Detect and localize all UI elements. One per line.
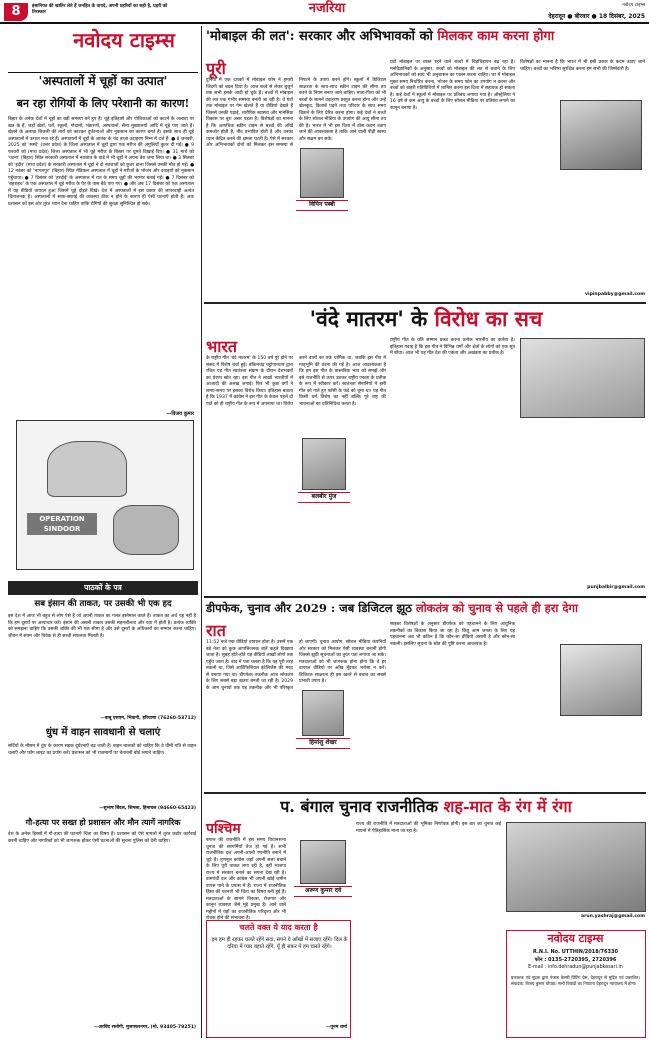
article2-headline-part2: विरोध का सच bbox=[434, 306, 543, 331]
article4-headline bbox=[206, 798, 646, 815]
editorial-signature: —विजय कुमार bbox=[166, 411, 194, 417]
article4-continuation: राज्य की राजनीति में मतदाताओं की भूमिका निर्णायक होगी। इस बार का चुनाव कई मायनों में ऐतिहासिक माना जा रहा है। bbox=[356, 822, 501, 834]
article2-headline-part1: 'वंदे मातरम' के bbox=[309, 306, 428, 331]
article1-headline-part1: 'मोबाइल की लत': सरकार और अभिभावकों को bbox=[206, 29, 433, 44]
article2-body: के राष्ट्रीय गीत 'वंदे मातरम' के 150 वर्ष पूरे होने पर संसद में विशेष चर्चा हुई। बंकिमचंद्र चट्टोपाध्याय द्वारा रचित यह गीत स्वतंत्रता संग्राम के दौरान देशभक्तों का प्रेरणा स्रोत रहा। इस गीत ने लाखों भारतीयों में आजादी की अलख जगाई। फिर भी कुछ वर्गों ने समय-समय पर इसका विरोध किया। इतिहास बताता है कि 1937 में कांग्रेस ने इस गीत के केवल पहले दो पदों को ही राष्ट्रीय गीत के रूप में अपनाया था। विरोध करने वालों का तर्क धार्मिक था, जबकि इस गीत में मातृभूमि की वंदना की गई है। आज आवश्यकता है कि हम इस गीत के वास्तविक भाव को समझें और इसे राजनीति से ऊपर उठकर राष्ट्रीय एकता के प्रतीक के रूप में स्वीकार करें। स्वतंत्रता सेनानियों ने इसी गीत को गाते हुए फाँसी के फंदे को चूमा था। यह गीत किसी धर्म विशेष का नहीं बल्कि पूरे राष्ट्र की भावनाओं का प्रतिनिधित्व करता है। bbox=[206, 356, 386, 407]
cartoon-label: OPERATION SINDOOR bbox=[27, 513, 97, 535]
article3-photo bbox=[560, 644, 642, 716]
letter2-body: सर्दियों के मौसम में धुंध के कारण सड़क दुर्घटनाएँ बढ़ जाती हैं। वाहन चालकों को चाहिए कि वे धीमी गति से वाहन चलाएँ और फॉग लाइट का प्रयोग करें। प्रशासन को भी राजमार्गों पर चेतावनी बोर्ड लगाने चाहिए। bbox=[8, 744, 196, 756]
imprint-phone: फोन : 0135-2720395, 2720396 bbox=[534, 957, 617, 963]
article2-continuation: राष्ट्रीय गीत के प्रति सम्मान प्रकट करना प्रत्येक भारतीय का कर्तव्य है। इतिहास गवाह है कि इस गीत ने विभिन्न धर्मों और क्षेत्रों के लोगों को एक सूत्र में बाँधा। आज भी यह गीत देश की एकता और अखंडता का प्रतीक है। bbox=[390, 338, 515, 357]
article2-email: punjbalbir@gmail.com bbox=[587, 585, 645, 590]
paper-small-name: नवोदय टाइम्स bbox=[622, 3, 645, 8]
imprint-brand: नवोदय टाइम्स bbox=[547, 932, 604, 945]
masthead-motto: इंसानियत की खातिर लेते हैं जनहित के वायदे, अपनी प्रहरियों का सही है, प्रहरी को तिरस्कार bbox=[32, 4, 168, 15]
article1-body: दुनिया में एक दशकों में मोबाइल फोन ने हमारी जिंदगी को बदल दिया है। आज बच्चे से लेकर बुजुर्ग तक सभी इसके आदी हो चुके हैं। बच्चों में मोबाइल की लत एक गंभीर समस्या बनती जा रही है। वे घंटों तक मोबाइल पर गेम खेलते हैं या वीडियो देखते हैं जिससे उनकी पढ़ाई, शारीरिक स्वास्थ्य और मानसिक विकास पर बुरा असर पड़ता है। विशेषज्ञों का मानना है कि अत्यधिक स्क्रीन टाइम से बच्चों की आँखें कमजोर होती हैं, नींद प्रभावित होती है और उनका ध्यान केंद्रित करने की क्षमता घटती है। ऐसे में सरकार और अभिभावकों दोनों को मिलकर इस समस्या से निपटने के उपाय करने होंगे। स्कूलों में डिजिटल साक्षरता के साथ-साथ स्क्रीन टाइम की सीमा तय करने के नियम बनाए जाने चाहिए। माता-पिता को भी बच्चों के सामने उदाहरण प्रस्तुत करना होगा और उन्हें खेलकूद, किताबें पढ़ने तथा परिवार के साथ समय बिताने के लिए प्रेरित करना होगा। कई देशों ने बच्चों के लिए सोशल मीडिया के उपयोग की आयु सीमा तय की है। भारत में भी इस दिशा में ठोस कदम उठाए जाने की आवश्यकता है ताकि आने वाली पीढ़ी स्वस्थ और सक्षम बन सके। bbox=[206, 78, 386, 149]
letters-header: पाठकों के पत्र bbox=[8, 581, 198, 595]
cartoon-figure bbox=[47, 441, 127, 497]
article4-dropcap: पश्चिम bbox=[206, 821, 241, 837]
article2-image bbox=[520, 338, 645, 418]
letter3-signature: —अरविंद रस्तोगी, मुजफ्फरनगर, (मो. 93405-79251) bbox=[93, 1025, 196, 1030]
article2-headline bbox=[206, 308, 646, 331]
editorial-title: 'अस्पतालों में चूहों का उत्पात' bbox=[8, 72, 198, 88]
article3-dropcap: रात bbox=[206, 621, 226, 640]
article3-continuation: साइबर विशेषज्ञों के अनुसार डीपफेक को पहचानने के लिए आधुनिक तकनीकों का विकास किया जा रहा है। किंतु आम जनता के लिए यह पहचानना अब भी कठिन है कि कौन-सा वीडियो असली है और कौन-सा नकली। इसलिए सूचना के स्रोत की पुष्टि करना आवश्यक है। bbox=[390, 622, 515, 647]
article4-author-photo bbox=[300, 840, 346, 884]
letter3-title: गौ-हत्या पर सख्त हो प्रशासन और मौन त्यागें नागरिक bbox=[25, 817, 181, 827]
article1-photo bbox=[560, 100, 642, 170]
letter1-title: सब इंसान की ताकत, पर उसकी भी एक हद bbox=[34, 599, 172, 609]
article1-dropcap: पूरी bbox=[206, 59, 226, 78]
article1-continuation-2: विशेषज्ञों का मानना है कि भारत में भी इसी प्रकार के कदम उठाए जाने चाहिए। बच्चों का भविष्य सुरक्षित करना हम सभी की जिम्मेदारी है। bbox=[520, 60, 645, 72]
article3-author-photo bbox=[302, 690, 344, 736]
dateline: देहरादून ● बीरवार ● 18 दिसंबर, 2025 bbox=[548, 13, 645, 20]
article1-email: vipinpabby@gmail.com bbox=[585, 292, 645, 297]
letter1-signature: —बाबू एसएम, भिवानी, हरियाणा (76260-53712) bbox=[100, 716, 196, 721]
cartoon bbox=[16, 420, 194, 570]
article1-continuation: घंटों मोबाइल पर व्यस्त रहने वाले बच्चों में चिड़चिड़ापन बढ़ रहा है। मनोवैज्ञानिकों के अनुसार, बच्चों को मोबाइल की लत से बचाने के लिए अभिभावकों को स्वयं भी अनुशासन का पालन करना चाहिए। घर में मोबाइल मुक्त समय निर्धारित करना, भोजन के समय फोन का उपयोग न करना और बच्चों को बाहरी गतिविधियों में शामिल करना इस दिशा में सहायक हो सकता है। कई देशों में स्कूलों में मोबाइल पर प्रतिबंध लगाया गया है। ऑस्ट्रेलिया ने 16 वर्ष से कम आयु के बच्चों के लिए सोशल मीडिया पर प्रतिबंध लगाने का कानून बनाया है। bbox=[390, 60, 515, 111]
letter1-body: इस देश में आज भी बहुत से लोग ऐसे हैं जो अपनी ताकत का गलत इस्तेमाल करते हैं। ताकत का अर्थ यह नहीं है कि हम दूसरों पर अत्याचार करें। इंसान की असली ताकत उसकी सहनशीलता और दया में होती है। प्रत्येक व्यक्ति को समझना चाहिए कि उसकी शक्ति की भी एक सीमा है और उसे दूसरों के अधिकारों का सम्मान करना चाहिए। जीवन में संयम और विवेक से ही सच्ची सफलता मिलती है। bbox=[8, 614, 196, 639]
imprint-text: प्रकाशक एवं मुद्रक द्वारा पंजाब केसरी प्रिंटिंग प्रेस, देहरादून से मुद्रित एवं प्रकाशित। संपादक: विजय कुमार चोपड़ा। सभी विवादों का निपटारा देहरादून न्यायालय में होगा। bbox=[511, 975, 640, 986]
imprint-email: E-mail : info.dehradun@punjabkesari.in bbox=[528, 965, 623, 970]
poem-title: चलते वक्त ये याद करता है bbox=[239, 922, 318, 932]
brand-logo: नवोदय टाइम्स bbox=[73, 28, 175, 52]
article1-headline-part2: मिलकर काम करना होगा bbox=[437, 29, 555, 44]
article3-body: 11:52 बजे एक वीडियो वायरल होता है। उसमें एक बड़े नेता को कुछ आपत्तिजनक बातें कहते दिखाया जाता है। सुबह होते-होते यह वीडियो लाखों लोगों तक पहुँच जाता है। बाद में पता चलता है कि यह पूरी तरह नकली था, जिसे आर्टिफिशियल इंटेलिजेंस की मदद से बनाया गया था। डीपफेक तकनीक आज लोकतंत्र के लिए सबसे बड़ा खतरा बनती जा रही है। 2029 के आम चुनावों तक यह तकनीक और भी परिष्कृत हो जाएगी। चुनाव आयोग, सोशल मीडिया कंपनियों और सरकार को मिलकर ऐसी व्यवस्था बनानी होगी जिससे झूठी सूचनाओं का तुरंत पता लगाया जा सके। मतदाताओं को भी जागरूक होना होगा कि वे हर वायरल वीडियो पर आँख मूँदकर भरोसा न करें। डिजिटल साक्षरता ही इस खतरे से बचाव का सबसे प्रभावी उपाय है। bbox=[206, 640, 386, 691]
article4-headline-part2: शह-मात के रंग में रंगा bbox=[443, 797, 572, 816]
article4-body: बंगाल की राजनीति में इस समय विधानसभा चुनाव की सरगर्मियाँ तेज हो गई हैं। सभी राजनीतिक दल अपनी-अपनी रणनीति बनाने में जुटे हैं। तृणमूल कांग्रेस जहाँ अपनी सत्ता बचाने के लिए पूरी ताकत लगा रही है, वहीं भाजपा राज्य में सरकार बनाने का सपना देख रही है। वामपंथी दल और कांग्रेस भी अपनी खोई जमीन वापस पाने के प्रयास में हैं। राज्य में राजनीतिक हिंसा की घटनाएँ भी चिंता का विषय बनी हुई हैं। मतदाताओं के सामने विकास, रोजगार और कानून व्यवस्था जैसे मुद्दे प्रमुख हैं। आने वाले महीनों में यहाँ का राजनीतिक परिदृश्य और भी रोचक होने की संभावना है। bbox=[206, 838, 286, 922]
article1-headline bbox=[206, 30, 646, 44]
letter3-body: देश के अनेक हिस्सों में गौ-हत्या की घटनाएँ चिंता का विषय हैं। प्रशासन को ऐसे मामलों में तुरंत कठोर कार्रवाई करनी चाहिए और नागरिकों को भी जागरूक होकर ऐसी घटनाओं की सूचना पुलिस को देनी चाहिए। bbox=[8, 832, 196, 844]
article3-author: हिमांशु शेखर bbox=[296, 738, 350, 749]
letter2-title: धुंध में वाहन सावधानी से चलाएं bbox=[45, 727, 161, 738]
article1-author-photo bbox=[300, 148, 344, 198]
column-divider bbox=[201, 26, 202, 1038]
article-divider-2 bbox=[204, 596, 646, 598]
article4-author: अरूण कुमार दवे bbox=[294, 886, 352, 897]
imprint-box bbox=[506, 930, 646, 1038]
article-divider bbox=[204, 302, 646, 304]
article2-author: बलबीर पुंज bbox=[298, 492, 350, 503]
article4-headline-part1: प. बंगाल चुनाव राजनीतिक bbox=[280, 797, 438, 816]
section-title: नजरिया bbox=[308, 1, 346, 16]
poem-box bbox=[206, 920, 351, 1038]
article-divider-3 bbox=[204, 792, 646, 794]
letter2-signature: —सुभाष बिंदल, शिमला, हिमाचल (94660-65423) bbox=[98, 806, 196, 811]
article2-author-photo bbox=[302, 438, 346, 490]
article3-headline bbox=[206, 602, 646, 614]
article1-author: विपिन पब्बी bbox=[296, 200, 348, 211]
cartoon-object bbox=[113, 505, 179, 555]
article4-email: arun.yashraj@gmail.com bbox=[580, 914, 645, 919]
poem-signature: —पूनम शर्मा bbox=[325, 1025, 347, 1030]
editorial-subtitle: बन रहा रोगियों के लिए परेशानी का कारण! bbox=[16, 97, 190, 110]
article4-photo bbox=[506, 822, 646, 912]
article3-headline-part2: लोकतंत्र को चुनाव से पहले ही हरा देगा bbox=[415, 601, 578, 615]
editorial-body: बिहार के अनेक देशों में चूहों का बड़ी समस्या बने हुए हैं। चूहे इतिहासें और पोशिकाओं को काटने के अलावा पर खत के हैं, जहाँ खेतों, घरों, स्कूलों, गोदामों, भंडारणों, अस्पतालों, सैन्य मुख्यालयों आदि में चूहे पाए जाते हैं। खेलने के अलावा बिजली की तारों को काटकर दुर्घटनाओं और नुकसान का कारण बनते हैं। इसके साथ ही चूहे अस्पतालों में उत्पात मचा रहे हैं। अस्पतालों में चूहों के आतंक के चंद ताज़ा उदाहरण निम्न में दर्ज हैं: ● 8 जनवरी, 2025 को 'सस्थे' (उत्तर प्रदेश) के जिला अस्पताल में चूहों द्वारा एक मरीज की अंगुलियाँ कुतर दी गईं। ● 9 फरवरी को (मध्य प्रदेश) जिला अस्पताल में भी चूहे मरीज के बिस्तर पर घूमते दिखाई दिए। ● 31 मार्च को 'पटना' (बिहार) स्थित सरकारी अस्पताल में नवजात के वार्ड में भी चूहों ने अपना डेरा जमा लिया था। ● 3 सितंबर को 'इंदौर' (मध्य प्रदेश) के सरकारी अस्पताल में चूहों ने दो नवजातों को कुतर डाला जिससे उनकी मौत हो गई। ● 12 नवंबर को 'भागलपुर' (बिहार) स्थित मेडिकल अस्पताल में चूहों ने मरीजों के भोजन और दवाइयों को नुकसान पहुँचाया। ● 7 दिसंबर को 'हरदोई' के अस्पताल में रात के समय चूहों की भरमार बताई गई। ● 7 दिसंबर को 'बहराइच' के एक अस्पताल में चूहे मरीज के पैर के पास बैठे पाए गए। ● और अब 17 दिसंबर को एक अस्पताल में यह वीडियो वायरल हुआ जिसमें चूहे दौड़ते दिखे। देश में अस्पतालों में इस प्रकार की लापरवाही अत्यंत चिंताजनक है। अस्पतालों में साफ़-सफ़ाई की व्यवस्था ठीक न होने के कारण ही ऐसी घटनाएँ होती हैं। अतः प्रशासन को इस ओर तुरंत ध्यान देना चाहिए ताकि रोगियों की सुरक्षा सुनिश्चित हो सके। bbox=[8, 117, 194, 207]
imprint-rni: R.N.I. No. UTTHIN/2018/76330 bbox=[533, 949, 618, 955]
poem-body: हम हम ही रहकर चलते रहेंगे सदा, सपने ये आँखों में सजाए रहेंगे। दिल के दरिया में प्यार बहाते रहेंगे, यूँ ही सफ़र पे हम चलते रहेंगे। bbox=[211, 937, 348, 951]
page-number: 8 bbox=[4, 3, 28, 21]
article3-headline-part1: डीपफेक, चुनाव और 2029 : जब डिजिटल झूठ bbox=[206, 601, 412, 615]
article2-dropcap: भारत bbox=[206, 337, 238, 356]
